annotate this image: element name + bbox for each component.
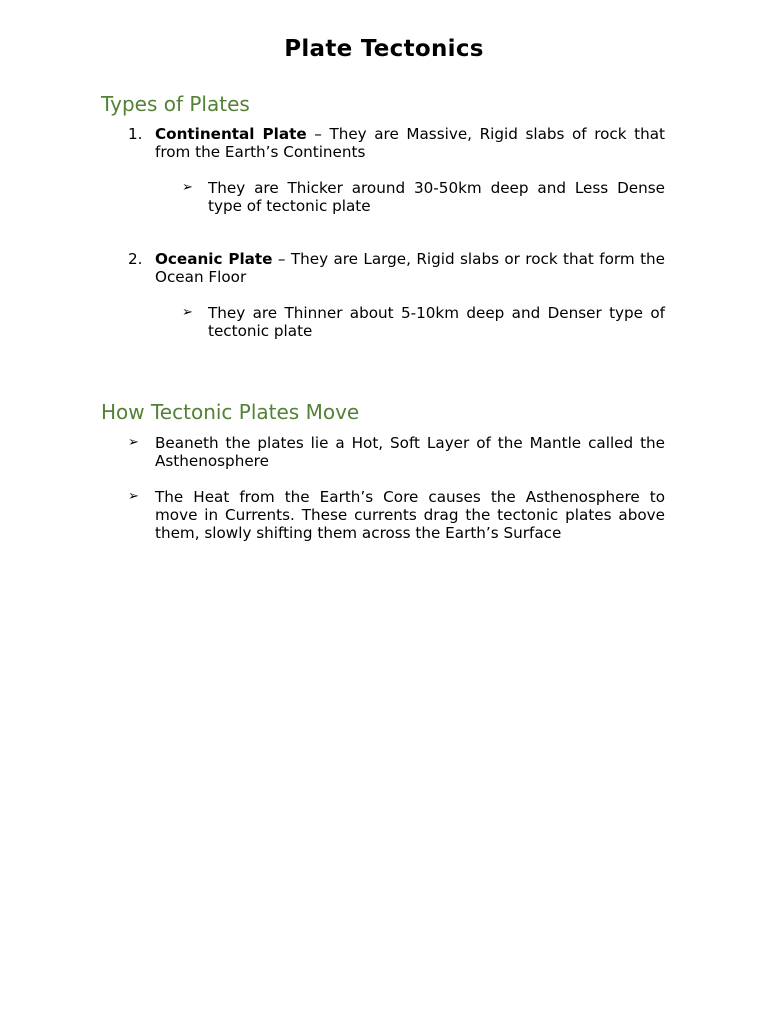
- list-item-continental-plate: [155, 125, 665, 161]
- list-number: 1.: [128, 125, 143, 143]
- page-title: Plate Tectonics: [284, 36, 484, 62]
- sub-bullet-oceanic: They are Thinner about 5-10km deep and Denser type of tectonic plate: [208, 304, 665, 340]
- section-heading-types-of-plates: Types of Plates: [101, 92, 250, 116]
- arrow-bullet-icon: ➢: [128, 489, 139, 504]
- arrow-bullet-icon: ➢: [128, 435, 139, 450]
- list-number: 2.: [128, 250, 143, 268]
- list-item-oceanic-plate: [155, 250, 665, 286]
- section-heading-how-plates-move: How Tectonic Plates Move: [101, 400, 360, 424]
- sub-bullet-continental: They are Thicker around 30-50km deep and Less Dense type of tectonic plate: [208, 179, 665, 215]
- arrow-bullet-icon: ➢: [182, 305, 193, 320]
- bullet-asthenosphere: Beaneth the plates lie a Hot, Soft Layer of the Mantle called the Asthenosphere: [155, 434, 665, 470]
- list-item-text: – They are Large, Rigid slabs or rock that form the Ocean Floor: [155, 250, 665, 286]
- arrow-bullet-icon: ➢: [182, 180, 193, 195]
- list-item-text: – They are Massive, Rigid slabs of rock that from the Earth’s Continents: [155, 125, 665, 161]
- term-oceanic-plate: Oceanic Plate: [155, 250, 273, 268]
- term-continental-plate: Continental Plate: [155, 125, 307, 143]
- bullet-heat-currents: The Heat from the Earth’s Core causes the Asthenosphere to move in Currents. These currents drag the tectonic plates above them, slowly shifting them across the Earth’s Surface: [155, 488, 665, 542]
